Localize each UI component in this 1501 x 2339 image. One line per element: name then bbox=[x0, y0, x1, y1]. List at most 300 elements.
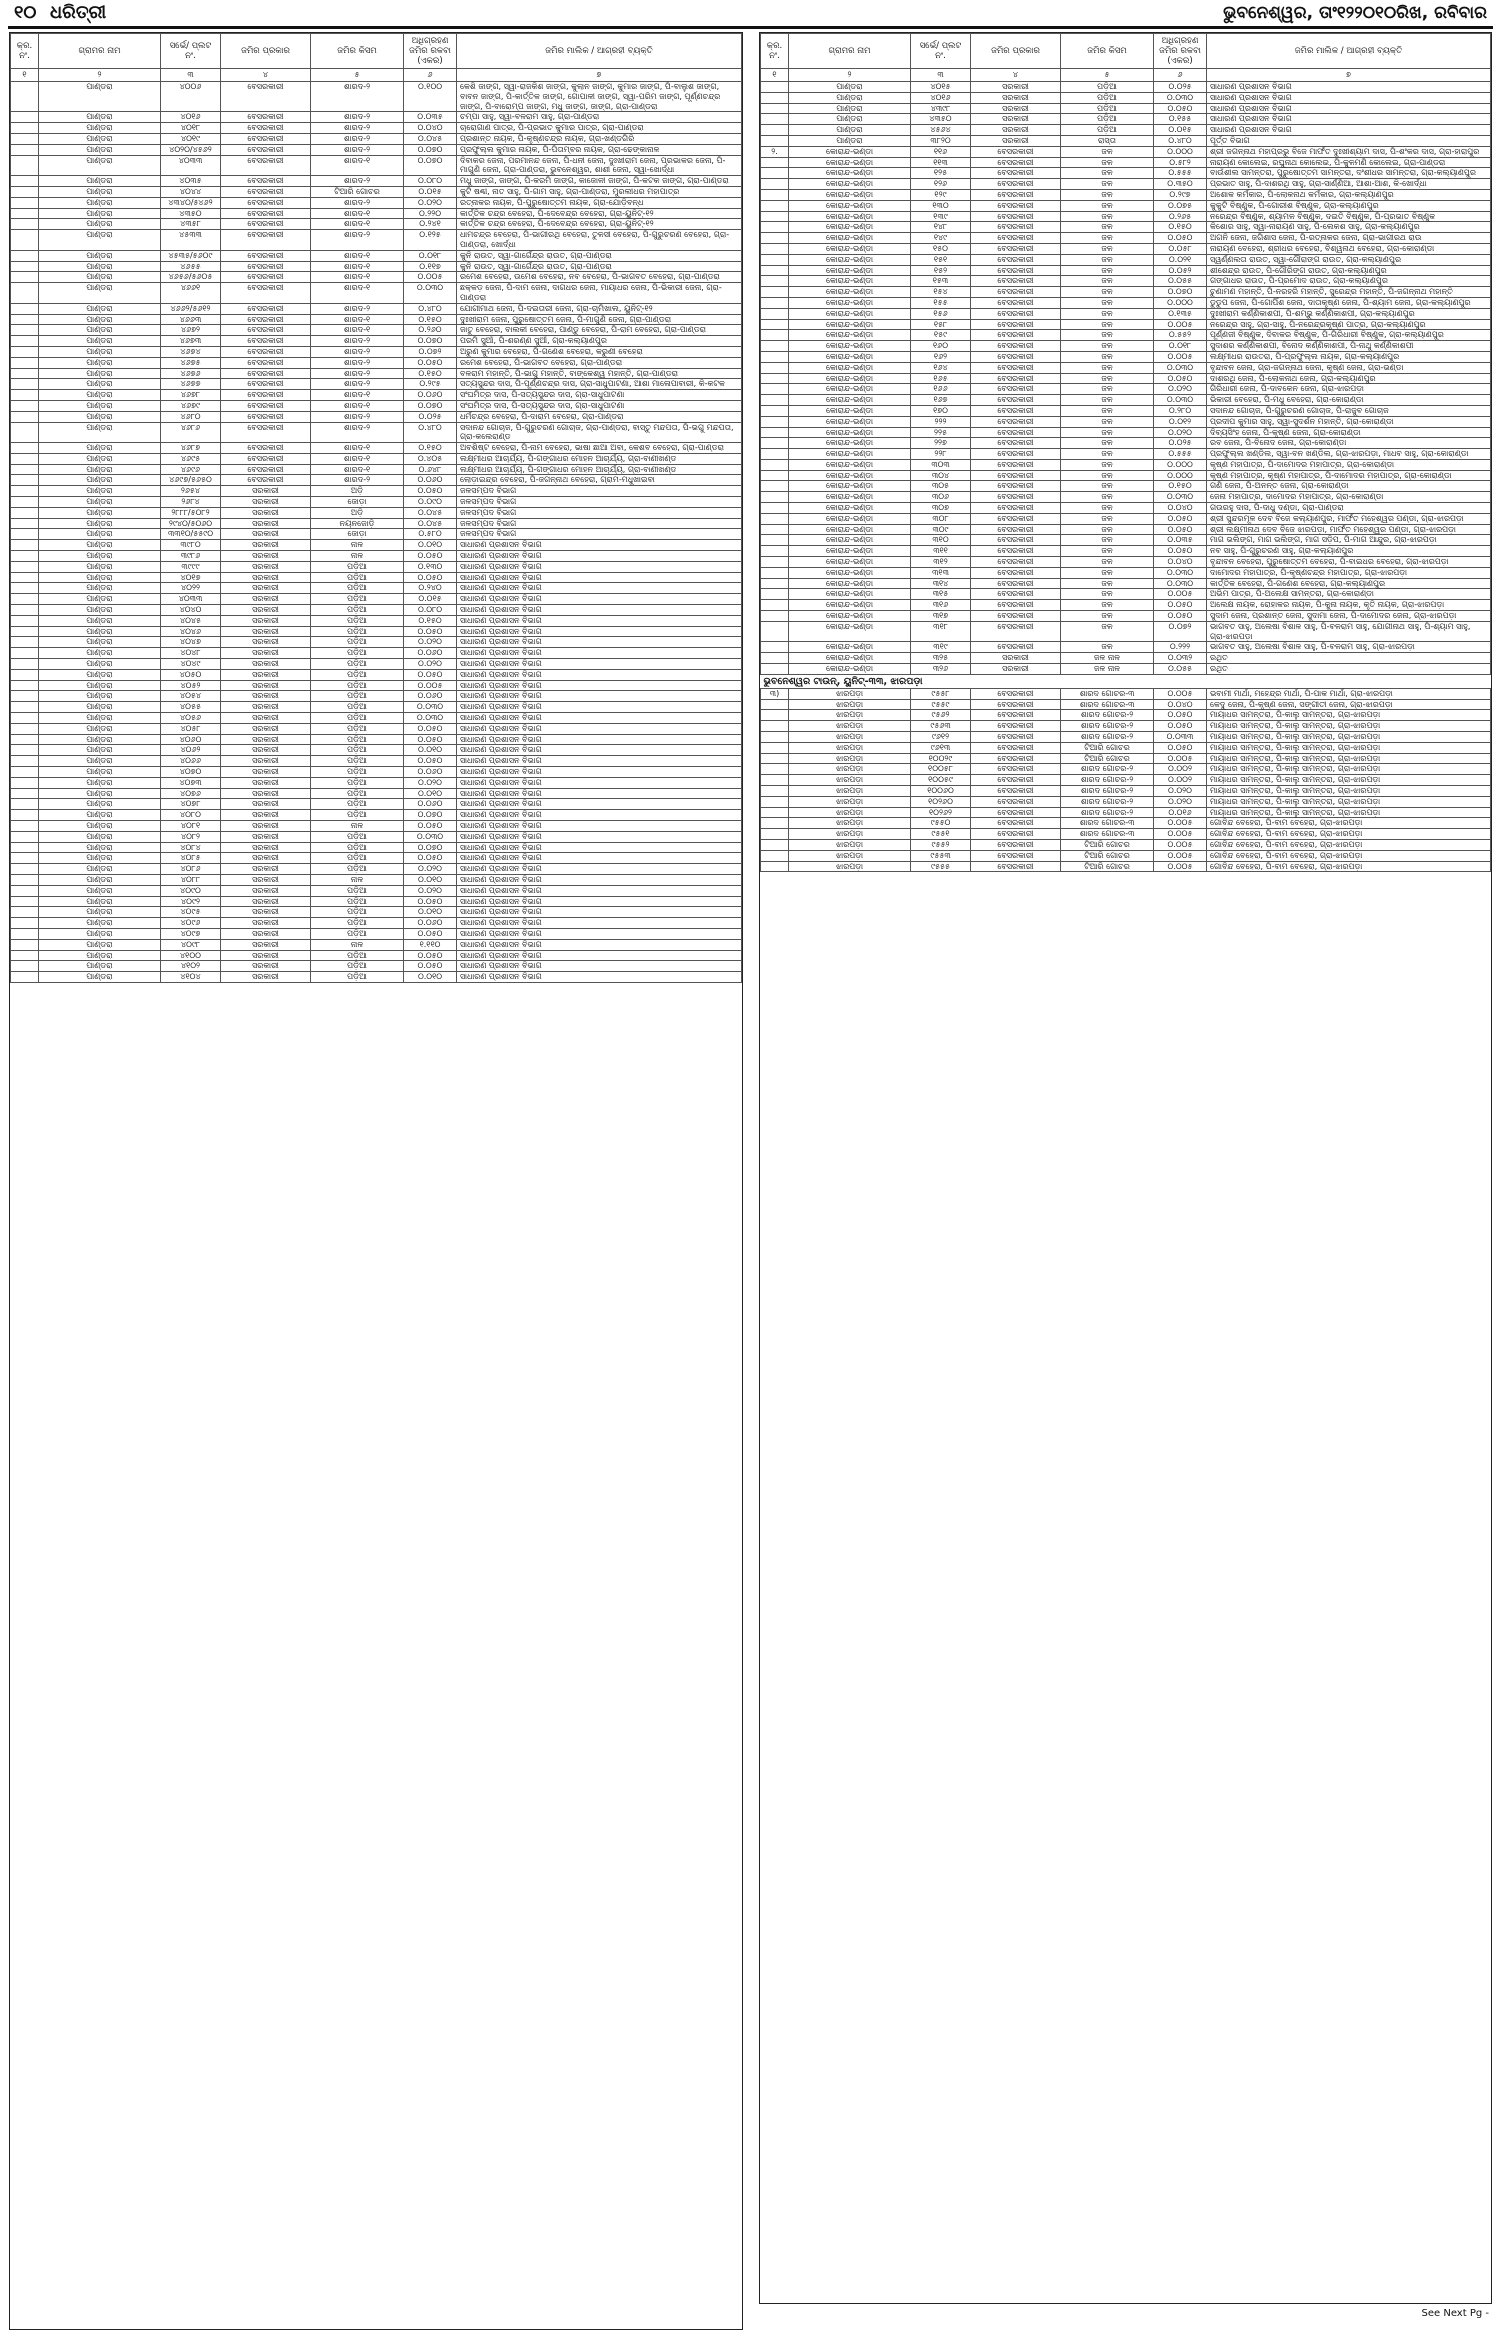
table-cell: ଶାରଦ-୨ bbox=[311, 133, 404, 144]
dateline: ଭୁବନେଶ୍ୱର, ତାଂ୧୨୨୦୧୦ରିଖ, ରବିବାର bbox=[1223, 3, 1487, 23]
table-cell bbox=[761, 796, 789, 807]
table-cell: ଅଶୋକ କର୍ମକାର, ପି-ଲୋକନାଥ କର୍ମକାର, ଗ୍ରା-କଲ୍ୟାଣପୁର bbox=[1207, 189, 1491, 200]
table-cell: ୦.୦୫୫ bbox=[1154, 664, 1207, 675]
table-cell bbox=[761, 449, 789, 460]
table-cell: ୪୬୯୫ bbox=[161, 453, 221, 464]
table-cell: ୪୫୬୪ bbox=[911, 125, 971, 136]
table-row bbox=[11, 723, 742, 734]
colnum: ୪ bbox=[221, 69, 311, 82]
table-row bbox=[761, 764, 1491, 775]
table-cell: ୦.୦୦୫ bbox=[1154, 829, 1207, 840]
table-cell: ପଡ଼ିଆ bbox=[311, 637, 404, 648]
table-cell: ପାଣ୍ଡରା bbox=[39, 659, 161, 670]
table-cell bbox=[11, 272, 39, 283]
colnum: ୧ bbox=[11, 69, 39, 82]
table-row bbox=[11, 605, 742, 616]
table-cell: ୪୦୭୮ bbox=[161, 799, 221, 810]
table-cell: ପଡ଼ିଆ bbox=[311, 745, 404, 756]
table-cell: ଶାରଦ-୧ bbox=[311, 453, 404, 464]
table-cell: ଟିଆରି ଗୋଚର bbox=[1061, 839, 1154, 850]
table-cell: ପାଣ୍ଡରା bbox=[789, 125, 911, 136]
table-cell bbox=[11, 756, 39, 767]
table-row bbox=[11, 961, 742, 972]
table-row bbox=[11, 972, 742, 983]
table-cell: ୧୬୪ bbox=[911, 362, 971, 373]
table-cell: ୯୫୫୯ bbox=[911, 699, 971, 710]
table-cell bbox=[761, 567, 789, 578]
table-cell: ପାଣ୍ଡରା bbox=[39, 626, 161, 637]
table-cell: ବେସରକାରୀ bbox=[971, 503, 1061, 514]
table-cell: ଜଳ bbox=[1061, 600, 1154, 611]
table-row bbox=[761, 233, 1491, 244]
table-cell: ପାଣ୍ଡରା bbox=[39, 594, 161, 605]
table-row bbox=[11, 659, 742, 670]
header-serial: କ୍ର. ନଂ. bbox=[761, 34, 789, 69]
table-cell: ମାୟାଧର ସାମନ୍ତରା, ପି-କାଲୁ ସାମନ୍ତରା, ଗ୍ରା-ଝାରପଡ଼ା bbox=[1207, 710, 1491, 721]
table-cell: ସରକାରୀ bbox=[221, 572, 311, 583]
table-cell bbox=[11, 518, 39, 529]
table-cell: ସାଧାରଣ ପ୍ରଶାସନ ବିଭାଗ bbox=[457, 680, 742, 691]
table-cell: ୨୮୮୮/୫୦୮୨ bbox=[161, 507, 221, 518]
table-cell: ଜଳ bbox=[1061, 503, 1154, 514]
header-plot: ସର୍ଭେ/ ପ୍ଲଟ ନଂ. bbox=[161, 34, 221, 69]
header-village: ଗ୍ରାମର ନାମ bbox=[789, 34, 911, 69]
table-cell: ଯୋଗୀମାଥ ଜେନା, ପି-ଦଇତାରୀ ଜେନା, ଗ୍ରା-ଚାମିଖାଲ, ୟୁନିଟ୍-୧୨ bbox=[457, 303, 742, 314]
table-cell: ୩୧୯ bbox=[911, 642, 971, 653]
table-cell: ବେସରକାରୀ bbox=[221, 208, 311, 219]
table-cell: ୦.୦୫୦ bbox=[404, 734, 457, 745]
table-cell: ନାଳ bbox=[311, 551, 404, 562]
table-cell: ବେସରକାରୀ bbox=[221, 250, 311, 261]
table-row bbox=[761, 341, 1491, 352]
table-cell: ଜଳ bbox=[1061, 157, 1154, 168]
table-cell: ବେସରକାରୀ bbox=[971, 710, 1061, 721]
table-cell: ଡୁଡୁପ ଜେନା, ପି-ଗୋପିଁଶ ଜେନା, ଦାତାକୃଷ୍ଣ ଜେନା, ପି-ଶ୍ୟାମ ଜେନା, ଗ୍ରା-କଲ୍ୟାଣପୁର bbox=[1207, 297, 1491, 308]
table-cell: ବୃନ୍ଦାବନ ଜେନା, ଗ୍ରା-ଜଗନ୍ନାଥ ଜେନା, କୃଷ୍ଣ ଜେନା, ଗ୍ରା-ଭଣ୍ଡା bbox=[1207, 362, 1491, 373]
table-cell: ଶାରଦ-୨ bbox=[311, 475, 404, 486]
table-cell: ୪୦୧୭ bbox=[161, 572, 221, 583]
table-cell: ୦.୪୮୦ bbox=[404, 422, 457, 443]
table-cell: ପାଣ୍ଡରା bbox=[39, 155, 161, 176]
table-row bbox=[11, 799, 742, 810]
table-cell: ୩୧୩ bbox=[911, 567, 971, 578]
table-cell: ପାଣ୍ଡରା bbox=[39, 529, 161, 540]
table-cell: ୦.୧୩୫ bbox=[1154, 308, 1207, 319]
table-cell: ପାଣ୍ଡରା bbox=[39, 144, 161, 155]
table-cell: ୦.୦୦୫ bbox=[1154, 818, 1207, 829]
table-cell: ଜଳ bbox=[1061, 308, 1154, 319]
table-cell: ସାଧାରଣ ପ୍ରଶାସନ ବିଭାଗ bbox=[457, 561, 742, 572]
table-cell: ପାଣ୍ଡରା bbox=[39, 605, 161, 616]
header-owner: ଜମିର ମାଲିକ / ଆଗ୍ରହୀ ବ୍ୟକ୍ତି bbox=[457, 34, 742, 69]
table-cell: ୦.୦୧୦ bbox=[404, 972, 457, 983]
header-land-type: ଜମିର ପ୍ରକାର bbox=[221, 34, 311, 69]
table-cell: ସାଧାରଣ ପ୍ରଶାସନ ବିଭାଗ bbox=[457, 691, 742, 702]
table-cell: ପାଣ୍ଡରା bbox=[39, 885, 161, 896]
table-cell: ବେସରକାରୀ bbox=[221, 197, 311, 208]
table-row bbox=[11, 540, 742, 551]
table-cell bbox=[761, 829, 789, 840]
table-cell: ୧୩୯ bbox=[911, 211, 971, 222]
table-cell: ଜଳ ନାଳ bbox=[1061, 653, 1154, 664]
table-cell: ଶାରଦ-୨ bbox=[311, 303, 404, 314]
table-cell: ୯୫୫୦ bbox=[911, 818, 971, 829]
table-cell: କୋରାନ୍ଦ-ଭଣ୍ଡା bbox=[789, 664, 911, 675]
table-cell bbox=[761, 578, 789, 589]
table-cell: ରଥିତ bbox=[1207, 664, 1491, 675]
table-cell bbox=[761, 861, 789, 872]
table-cell: ଶ୍ରୀ ଜଗନ୍ନାଥ ମହାପ୍ରଭୁ ବିଜେ ମାର୍ଫତ ଦୁଃଖୀଶ୍ୟାମ ଦାସ, ପି-ଶଂକର ଦାସ, ଗ୍ରା-ହାରାପୁର bbox=[1207, 146, 1491, 157]
table-cell bbox=[761, 557, 789, 568]
table-cell: ପଡ଼ିଆ bbox=[311, 572, 404, 583]
table-cell: ସରକାରୀ bbox=[221, 767, 311, 778]
table-cell: ଜଳ bbox=[1061, 189, 1154, 200]
table-cell: ବେସରକାରୀ bbox=[971, 557, 1061, 568]
table-cell: ଶାରଦ ଗୋଚର-୩ bbox=[1061, 829, 1154, 840]
table-row bbox=[761, 384, 1491, 395]
table-cell bbox=[11, 230, 39, 251]
table-cell: ଝାରପଡ଼ା bbox=[789, 850, 911, 861]
table-cell bbox=[11, 133, 39, 144]
table-cell: ବେସରକାରୀ bbox=[971, 168, 1061, 179]
table-cell bbox=[11, 874, 39, 885]
table-row bbox=[761, 839, 1491, 850]
table-cell: ୪୦୧୯ bbox=[161, 133, 221, 144]
table-cell: ପାଣ୍ଡରା bbox=[39, 314, 161, 325]
table-cell: ୪୦୫୦ bbox=[161, 669, 221, 680]
table-cell: ବେସରକାରୀ bbox=[971, 764, 1061, 775]
table-cell: ୨୨୨ bbox=[911, 416, 971, 427]
table-cell: ସାଧାରଣ ପ୍ରଶାସନ ବିଭାଗ bbox=[457, 605, 742, 616]
table-cell: ବାଉଁଶୀଲ ସାମନ୍ତରା, ପୁରୁଷୋତ୍ତମ ସାମନ୍ତରା, ଦଂଶୀଧର ସାମନ୍ତରା, ଗ୍ରା-କଲ୍ୟାଣପୁର bbox=[1207, 168, 1491, 179]
table-cell: ସରକାରୀ bbox=[221, 518, 311, 529]
table-row bbox=[11, 615, 742, 626]
table-cell: ୦.୦୬୦ bbox=[404, 691, 457, 702]
table-cell: କୋରାନ୍ଦ-ଭଣ୍ଡା bbox=[789, 211, 911, 222]
table-cell: ସାଧାରଣ ପ୍ରଶାସନ ବିଭାଗ bbox=[457, 972, 742, 983]
table-cell: ପଡ଼ିଆ bbox=[311, 767, 404, 778]
table-cell: ପାଣ୍ଡରା bbox=[39, 907, 161, 918]
table-cell: ୦.୦୨୧ bbox=[1154, 254, 1207, 265]
table-row bbox=[761, 103, 1491, 114]
table-cell bbox=[11, 400, 39, 411]
table-cell: କୁକୁଟି ବିଷ୍ଣୁକ, ପି-ଗୋରୀଶ ବିଷ୍ଣୁକ, ଗ୍ରା-କଲ୍ୟାଣପୁର bbox=[1207, 200, 1491, 211]
table-cell: ୪୦୩୫ bbox=[161, 176, 221, 187]
table-row bbox=[761, 297, 1491, 308]
table-cell: ୩୧୭ bbox=[911, 611, 971, 622]
table-cell: ୦.୦୧୮ bbox=[404, 250, 457, 261]
table-cell bbox=[11, 713, 39, 724]
table-cell: ୦.୪୦୫ bbox=[404, 453, 457, 464]
table-cell bbox=[761, 721, 789, 732]
table-cell: ଝାରପଡ଼ା bbox=[789, 786, 911, 797]
table-cell: ୪୦୯୬ bbox=[161, 918, 221, 929]
table-cell: ବେସରକାରୀ bbox=[971, 861, 1061, 872]
table-cell: ବେସରକାରୀ bbox=[971, 319, 1061, 330]
table-cell: ପାଣ୍ଡରା bbox=[39, 176, 161, 187]
table-cell bbox=[761, 341, 789, 352]
table-row bbox=[11, 637, 742, 648]
table-cell: ସାଧାରଣ ପ୍ରଶାସନ ବିଭାଗ bbox=[457, 842, 742, 853]
table-cell bbox=[761, 818, 789, 829]
table-row bbox=[761, 664, 1491, 675]
table-cell: ବେସରକାରୀ bbox=[221, 464, 311, 475]
table-cell: ୪୦୪୯ bbox=[161, 659, 221, 670]
table-cell: ୧୪୮ bbox=[911, 222, 971, 233]
table-cell: ଲକ୍ଷ୍ମୀଧର ଆଚାର୍ଯ୍ୟ, ପି-ଗଙ୍ଗାଧର ମୋହନ ଆଚାର୍ଯ୍ୟ, ଗ୍ରା-ବାଣୀଖଣ୍ଡ bbox=[457, 464, 742, 475]
table-cell: ବେସରକାରୀ bbox=[971, 395, 1061, 406]
table-row bbox=[11, 896, 742, 907]
table-cell: ୧୨୫ bbox=[911, 168, 971, 179]
table-cell: କୋରାନ୍ଦ-ଭଣ୍ଡା bbox=[789, 557, 911, 568]
table-cell: ୦.୦୫୦ bbox=[1154, 611, 1207, 622]
table-cell: ବେସରକାରୀ bbox=[971, 688, 1061, 699]
table-cell: ଶାରଦ ଗୋଚର-୨ bbox=[1061, 721, 1154, 732]
table-cell bbox=[761, 546, 789, 557]
table-cell bbox=[761, 611, 789, 622]
right-table-body bbox=[761, 82, 1491, 872]
table-cell: ୦.୦୨୦ bbox=[404, 637, 457, 648]
table-cell: ବେସରକାରୀ bbox=[221, 325, 311, 336]
table-cell: ୦.୦୧୦ bbox=[404, 874, 457, 885]
table-cell: ୪୦୫୮ bbox=[161, 723, 221, 734]
table-cell: ଗୋବିନ୍ଦ ବେହେରା, ପି-ବାମ ବେହେରା, ଗ୍ରା-ଝାରପଡ଼ା bbox=[1207, 829, 1491, 840]
table-cell: ଜଳ bbox=[1061, 611, 1154, 622]
table-cell: ବେସରକାରୀ bbox=[971, 721, 1061, 732]
table-cell: ଝାରପଡ଼ା bbox=[789, 807, 911, 818]
table-cell bbox=[761, 850, 789, 861]
table-cell: ସରକାରୀ bbox=[221, 648, 311, 659]
table-cell bbox=[761, 92, 789, 103]
table-row bbox=[761, 807, 1491, 818]
table-cell: କୋରାନ୍ଦ-ଭଣ୍ଡା bbox=[789, 600, 911, 611]
table-row bbox=[11, 411, 742, 422]
table-cell bbox=[11, 691, 39, 702]
table-cell bbox=[11, 283, 39, 304]
table-cell: ୦.୨୬୫ bbox=[1154, 211, 1207, 222]
table-cell: ସଦାନନ୍ଦ ଗୋଚାଜ, ପି-ଗୁରୁଚରଣ ଗୋଚାଜ, ପି-ରାଜୁବ ଗୋଚାଜ bbox=[1207, 405, 1491, 416]
table-cell: ସାଧାରଣ ପ୍ରଶାସନ ବିଭାଗ bbox=[457, 745, 742, 756]
table-cell bbox=[761, 764, 789, 775]
table-cell bbox=[761, 287, 789, 298]
table-cell: ରମେଶ ବେହେରା, ଉମେଶ ବେହେରା, ନବ ବେହେରା, ପି-ଭାଗବତ ବେହେରା, ଗ୍ରା-ପାଣ୍ଡରା bbox=[457, 272, 742, 283]
table-cell: ବେସରକାରୀ bbox=[971, 308, 1061, 319]
table-cell: ଶାରଦ-୨ bbox=[311, 230, 404, 251]
table-cell: ୪୬୬୨/୫୬୧୨ bbox=[161, 303, 221, 314]
table-cell bbox=[761, 233, 789, 244]
table-cell: ସତ୍ୟସୁନ୍ଦର ଦାସ, ପି-ପୂର୍ଣ୍ଣଚନ୍ଦ୍ର ଦାସ, ଗ୍ରା-ସାଧୁପାଟଣା, ଆଶା ମାଳୋପାବାରୀ, କି-କଟକ bbox=[457, 379, 742, 390]
table-cell: ରତ୍ନାକର ନାୟକ, ପି-ପୁରୁଷୋତ୍ତମ ନାୟକ, ଗ୍ରା-ଯୋଡ଼ିବନ୍ଧ bbox=[457, 197, 742, 208]
table-cell: ପାଣ୍ଡରା bbox=[39, 615, 161, 626]
table-cell: ଶାରଦ-୧ bbox=[311, 250, 404, 261]
table-cell: ବେସରକାରୀ bbox=[971, 384, 1061, 395]
table-cell bbox=[761, 373, 789, 384]
table-cell: ୪୦୭୦ bbox=[161, 767, 221, 778]
table-cell: ୦.୦୧୦ bbox=[404, 540, 457, 551]
table-row bbox=[11, 400, 742, 411]
table-cell: ସାଧାରଣ ପ୍ରଶାସନ ବିଭାଗ bbox=[457, 907, 742, 918]
table-cell: ୪୬୮୦ bbox=[161, 411, 221, 422]
table-cell bbox=[11, 497, 39, 508]
table-cell: କାର୍ତ୍ତିକ ବେହେରା, ପି-ଗଣେଶ ବେହେରା, ଗ୍ରା-କଲ୍ୟାଣପୁର bbox=[1207, 578, 1491, 589]
table-cell: ୩୦୫ bbox=[911, 481, 971, 492]
table-cell bbox=[11, 907, 39, 918]
table-cell: ପ୍ରଭାତ ସାହୁ, ପି-ଦାଶରଥି ସାହୁ, ଗ୍ରା-ସାର୍ଣ୍ଣିଆ, ଆଶା-ଆଶ, କି-ଖୋର୍ଦ୍ଧା bbox=[1207, 179, 1491, 190]
table-cell: ୧୧୩ bbox=[911, 157, 971, 168]
table-cell: ପାଣ୍ଡରା bbox=[39, 443, 161, 454]
table-cell: ପାଣ୍ଡରା bbox=[39, 961, 161, 972]
table-cell: ପାଣ୍ଡରା bbox=[39, 572, 161, 583]
table-cell: ୦.୧୫୦ bbox=[404, 443, 457, 454]
table-row bbox=[11, 756, 742, 767]
table-cell bbox=[761, 211, 789, 222]
table-cell: ପାଣ୍ଡରା bbox=[39, 680, 161, 691]
table-cell: କୁଟି ଷଣ୍ଢୀ, ନାତ ସାହୁ, ପି-ଗାମ ସାହୁ, ଗ୍ରା-ପାଣ୍ଡରା, ମୁରଲୀଧର ମହାପାତ୍ର bbox=[457, 186, 742, 197]
table-row bbox=[11, 176, 742, 187]
table-cell: ଜଳ bbox=[1061, 578, 1154, 589]
table-row bbox=[761, 449, 1491, 460]
table-cell bbox=[761, 384, 789, 395]
table-cell bbox=[11, 723, 39, 734]
table-cell: ୧୬୭ bbox=[911, 395, 971, 406]
table-cell: ଜଳ bbox=[1061, 589, 1154, 600]
table-cell: ୦.୦୦୦ bbox=[1154, 459, 1207, 470]
table-row bbox=[761, 732, 1491, 743]
table-cell: ପାଣ୍ଡରା bbox=[39, 767, 161, 778]
table-row bbox=[761, 243, 1491, 254]
table-cell: ସରକାରୀ bbox=[221, 950, 311, 961]
table-cell: କୋରାନ୍ଦ-ଭଣ୍ଡା bbox=[789, 535, 911, 546]
table-cell: ବେସରକାରୀ bbox=[971, 254, 1061, 265]
table-cell: ଜଳ bbox=[1061, 384, 1154, 395]
table-cell: ବେସରକାରୀ bbox=[971, 222, 1061, 233]
table-cell: ଦାମୋଦର ମହାପାତ୍ର, ପି-କୃଷ୍ଣଚନ୍ଦ୍ର ମହାପାତ୍ର, ଗ୍ରା-ଝାରପଡ଼ା bbox=[1207, 567, 1491, 578]
table-cell: ୧୦୦୫୯ bbox=[911, 775, 971, 786]
table-cell bbox=[761, 222, 789, 233]
table-cell: ଧାମଚନ୍ଦ୍ର ବେହେରା, ପି-ଭାଗୀରଥି ବେହେରା, ତୁଳସୀ ବେହେରା, ପି-ଗୁରୁଚରଣ ବେହେରା, ଗ୍ରା-ପାଣ୍ଡରା, ଖୋର୍ଦ୍ଧା bbox=[457, 230, 742, 251]
table-cell: ୦.୦୫୨ bbox=[1154, 265, 1207, 276]
table-cell: ପଡ଼ିଆ bbox=[311, 907, 404, 918]
table-cell bbox=[11, 357, 39, 368]
table-cell: ୦.୦୨୦ bbox=[1154, 384, 1207, 395]
table-cell: ଜଳ bbox=[1061, 146, 1154, 157]
table-cell: ୦.୩୫୦ bbox=[1154, 179, 1207, 190]
table-cell bbox=[11, 336, 39, 347]
table-cell: କୋରାନ୍ଦ-ଭଣ୍ଡା bbox=[789, 189, 911, 200]
table-cell: ସୁଦାମ ଜେନା, ପ୍ରଶାନ୍ତ ଜେନା, ସୁଦାମା ଜେନା, ପି-ଦାମୋଦର ଜେନା, ଗ୍ରା-ଝାରପଡ଼ା bbox=[1207, 611, 1491, 622]
table-cell bbox=[761, 135, 789, 146]
table-cell: ଶୀଶେନ୍ଦ୍ର ରାଉତ, ପି-ଗୌରିଙ୍ଗ ରାଉତ, ଗ୍ରା-କଲ୍ୟାଣପୁର bbox=[1207, 265, 1491, 276]
table-cell: ୦.୦୫୦ bbox=[404, 853, 457, 864]
table-cell: ୧୫୧ bbox=[911, 254, 971, 265]
table-cell: ପାଣ୍ଡରା bbox=[39, 669, 161, 680]
table-cell: ୪୦୧୫ bbox=[911, 82, 971, 93]
table-row bbox=[761, 470, 1491, 481]
table-cell: ୪୦୮୦ bbox=[161, 810, 221, 821]
table-cell: ୦.୨୨୨ bbox=[1154, 642, 1207, 653]
table-cell: ଶାରଦ-୧ bbox=[311, 325, 404, 336]
table-cell: ବେସରକାରୀ bbox=[221, 411, 311, 422]
table-row bbox=[761, 438, 1491, 449]
newspaper-name: ଧରିତ୍ରୀ bbox=[50, 2, 107, 23]
table-cell: ସାଧାରଣ ପ୍ରଶାସନ ବିଭାଗ bbox=[457, 767, 742, 778]
table-cell: ବେସରକାରୀ bbox=[221, 261, 311, 272]
table-row bbox=[11, 518, 742, 529]
table-cell: କୋରାନ୍ଦ-ଭଣ୍ଡା bbox=[789, 297, 911, 308]
table-cell: ୦.୦୮୦ bbox=[404, 605, 457, 616]
table-row bbox=[11, 219, 742, 230]
table-cell bbox=[11, 561, 39, 572]
table-row bbox=[761, 135, 1491, 146]
table-cell: ଶାରଦ ଗୋଚର-୩ bbox=[1061, 699, 1154, 710]
table-cell: ୪୬୯୬ bbox=[161, 464, 221, 475]
table-cell: ୦.୦୧୨ bbox=[1154, 416, 1207, 427]
table-cell: ବେସରକାରୀ bbox=[971, 732, 1061, 743]
table-cell: ପାଣ୍ଡରା bbox=[39, 702, 161, 713]
table-cell: ୦.୦୨୦ bbox=[1154, 786, 1207, 797]
table-cell: ପାଣ୍ଡରା bbox=[39, 691, 161, 702]
table-cell: ୦.୦୩୦ bbox=[404, 713, 457, 724]
table-row bbox=[761, 254, 1491, 265]
table-cell: ଶାରଦ-୧ bbox=[311, 261, 404, 272]
table-cell: କୋରାନ୍ଦ-ଭଣ୍ଡା bbox=[789, 427, 911, 438]
table-cell: ୧୩୦ bbox=[911, 200, 971, 211]
table-cell: ଜଳସମ୍ପଦ ବିଭାଗ bbox=[457, 507, 742, 518]
table-cell: ପାଣ୍ଡରା bbox=[39, 820, 161, 831]
table-cell: ସାଧାରଣ ପ୍ରଶାସନ ବିଭାଗ bbox=[457, 540, 742, 551]
header-village: ଗ୍ରାମର ନାମ bbox=[39, 34, 161, 69]
table-cell: ସାଧାରଣ ପ୍ରଶାସନ ବିଭାଗ bbox=[457, 939, 742, 950]
table-cell: ବେସରକାରୀ bbox=[221, 82, 311, 112]
table-cell: ସରକାରୀ bbox=[221, 540, 311, 551]
table-cell: ମାୟାଧର ସାମନ୍ତରା, ପି-କାଲୁ ସାମନ୍ତରା, ଗ୍ରା-ଝାରପଡ଼ା bbox=[1207, 753, 1491, 764]
table-cell: ସାଧାରଣ ପ୍ରଶାସନ ବିଭାଗ bbox=[457, 950, 742, 961]
table-cell: ପଡ଼ିଆ bbox=[311, 659, 404, 670]
table-cell bbox=[761, 589, 789, 600]
table-cell: ବେସରକାରୀ bbox=[221, 272, 311, 283]
left-column-table bbox=[9, 32, 743, 2330]
table-cell: କୋରାନ୍ଦ-ଭଣ୍ଡା bbox=[789, 611, 911, 622]
table-row bbox=[761, 276, 1491, 287]
table-row bbox=[11, 250, 742, 261]
table-cell: ୪୦୫୪ bbox=[161, 691, 221, 702]
table-cell: କୃଷ୍ଣ ମହାପାତ୍ର, କୃଷ୍ଣ ମହାପାତ୍ର, ପି-ଦାମୋଦର ମହାପାତ୍ର, ଗ୍ରା-କୋରାଣ୍ଡା bbox=[1207, 470, 1491, 481]
right-column-table bbox=[759, 32, 1492, 2304]
table-cell: ସରକାରୀ bbox=[221, 939, 311, 950]
table-cell: ୦.୦୫୦ bbox=[404, 357, 457, 368]
table-cell bbox=[761, 459, 789, 470]
table-cell: ଶାରଦ-୧ bbox=[311, 155, 404, 176]
table-cell: ପଡ଼ିଆ bbox=[311, 669, 404, 680]
table-cell bbox=[11, 659, 39, 670]
table-cell: ପାଣ୍ଡରା bbox=[39, 939, 161, 950]
table-cell: ପଡ଼ିଆ bbox=[311, 842, 404, 853]
table-cell: ୦.୦୩୨ bbox=[1154, 653, 1207, 664]
table-cell: ଲକ୍ଷ୍ମୀଧର ରାଉତରା, ପି-ପ୍ରଫୁଲ୍ଲ ନାୟକ, ଗ୍ରା-କଲ୍ୟାଣପୁର bbox=[1207, 351, 1491, 362]
table-cell: କୋରାନ୍ଦ-ଭଣ୍ଡା bbox=[789, 470, 911, 481]
table-cell bbox=[761, 189, 789, 200]
table-cell: ବେସରକାରୀ bbox=[971, 818, 1061, 829]
table-cell bbox=[11, 918, 39, 929]
table-cell: ବେସରକାରୀ bbox=[221, 453, 311, 464]
table-cell: ଦିବାକର ଜେନା, ପରମାନନ୍ଦ ଜେନା, ପି-ଧନୀ ଜେନା, ଦୁଃଖୀରାମ ଜେନା, ପ୍ରଭାକର ଜେନା, ପି-ମାଗୁଣି ଜେନା, ଗ୍ରା-ପାଣ୍ଡରା, ଭୁବନେଶ୍ୱର, ଶାଶୀ ଜେନା, ସ୍ୱା-ଖୋର୍ଦ୍ଧା bbox=[457, 155, 742, 176]
table-cell: ୦.୦୩୦ bbox=[1154, 567, 1207, 578]
table-cell: ବେସରକାରୀ bbox=[971, 405, 1061, 416]
table-cell: କୋରାନ୍ଦ-ଭଣ୍ଡା bbox=[789, 233, 911, 244]
colnum: ୨ bbox=[789, 69, 911, 82]
table-row bbox=[11, 208, 742, 219]
table-row bbox=[761, 416, 1491, 427]
